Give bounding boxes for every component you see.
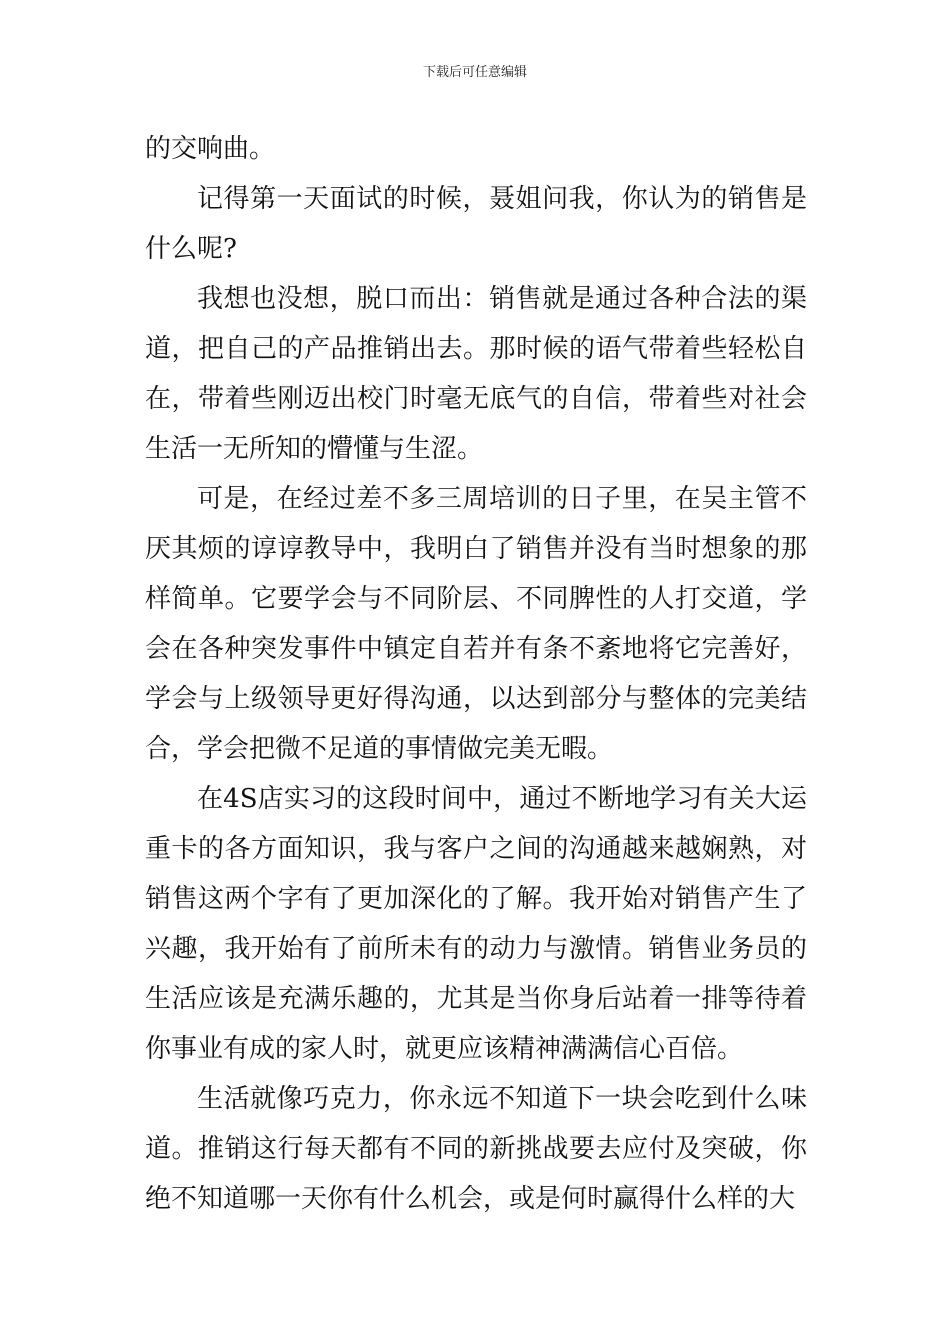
document-body — [145, 124, 807, 1224]
paragraph: 我想也没想，脱口而出：销售就是通过各种合法的渠道，把自己的产品推销出去。那时候的语气带着些轻松自在，带着些刚迈出校门时毫无底气的自信，带着些对社会生活一无所知的懵懂与生涩。 — [145, 284, 807, 464]
paragraph: 生活就像巧克力，你永远不知道下一块会吃到什么味道。推销这行每天都有不同的新挑战要去应付及突破，你绝不知道哪一天你有什么机会，或是何时赢得什么样的大 — [145, 1084, 807, 1214]
paragraph: 可是，在经过差不多三周培训的日子里，在吴主管不厌其烦的谆谆教导中，我明白了销售并没有当时想象的那样简单。它要学会与不同阶层、不同脾性的人打交道，学会在各种突发事件中镇定自若并有条不紊地将它完善好，学会与上级领导更好得沟通，以达到部分与整体的完美结合，学会把微不足道的事情做完美无暇。 — [145, 484, 807, 764]
paragraph: 记得第一天面试的时候，聂姐问我，你认为的销售是什么呢? — [145, 184, 807, 264]
page-header: 下载后可任意编辑 — [422, 65, 527, 80]
paragraph: 的交响曲。 — [145, 134, 276, 164]
paragraph: 在4S店实习的这段时间中，通过不断地学习有关大运重卡的各方面知识，我与客户之间的沟通越来越娴熟，对销售这两个字有了更加深化的了解。我开始对销售产生了兴趣，我开始有了前所未有的动力与激情。销售业务员的生活应该是充满乐趣的，尤其是当你身后站着一排等待着你事业有成的家人时，就更应该精神满满信心百倍。 — [145, 784, 807, 1064]
